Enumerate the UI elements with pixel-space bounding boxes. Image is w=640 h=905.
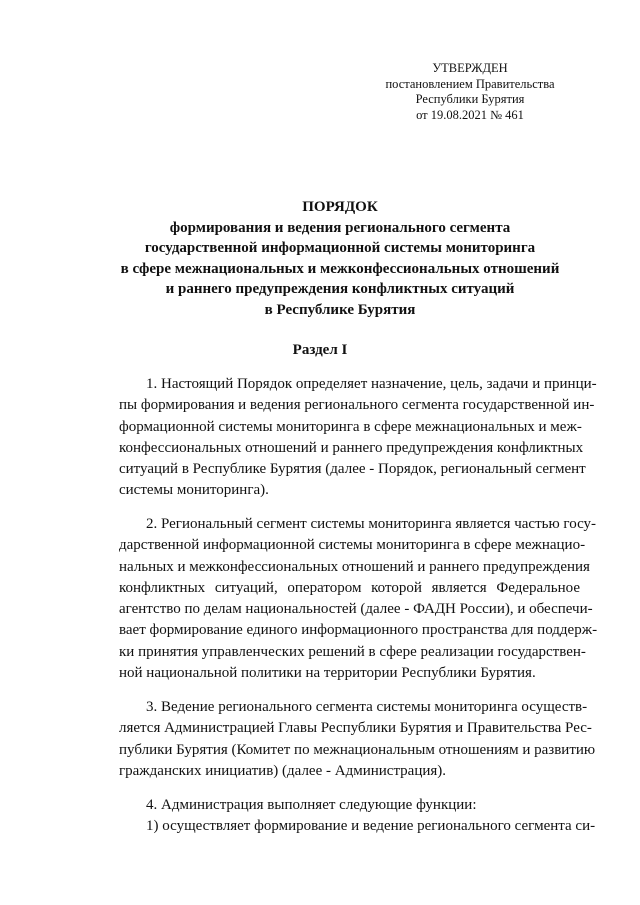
paragraph-line: конфликтных ситуаций, оператором которой является Федеральное — [119, 579, 580, 596]
document-title — [100, 197, 580, 320]
approval-line: Республики Бурятия — [415, 92, 525, 106]
title-line: ПОРЯДОК — [302, 199, 378, 215]
title-line: формирования и ведения регионального сегмента — [169, 219, 511, 236]
paragraph-line: агентство по делам национальностей (далее - ФАДН России), и обеспечи- — [119, 601, 593, 618]
paragraph-line: 2. Региональный сегмент системы мониторинга является частью госу- — [146, 516, 597, 532]
paragraph-line: формационной системы мониторинга в сфере межнациональных и меж- — [119, 418, 582, 435]
paragraph-line: системы мониторинга). — [119, 482, 269, 499]
section-heading: Раздел I — [292, 342, 348, 358]
approval-line: от 19.08.2021 № 461 — [416, 107, 524, 122]
paragraph-line: ки принятия управленческих решений в сфере реализации государствен- — [119, 643, 586, 660]
paragraph-line: публики Бурятия (Комитет по межнациональным отношениям и развитию — [119, 741, 596, 758]
paragraph-line: ситуаций в Республике Бурятия (далее - Порядок, региональный сегмент — [119, 461, 586, 478]
title-line: и раннего предупреждения конфликтных ситуаций — [165, 281, 515, 297]
paragraph-4 — [119, 795, 596, 838]
paragraph-line: ляется Администрацией Главы Республики Бурятия и Правительства Рес- — [119, 720, 592, 737]
approval-line: постановлением Правительства — [385, 76, 555, 91]
title-line: в Республике Бурятия — [264, 301, 416, 318]
paragraph-line: ной национальной политики на территории Республики Бурятия. — [119, 665, 536, 682]
approval-line: УТВЕРЖДЕН — [432, 61, 508, 75]
paragraph-line: гражданских инициатив) (далее - Администрация). — [119, 762, 447, 779]
paragraph-line: нальных и межконфессиональных отношений и раннего предупреждения — [119, 558, 590, 575]
paragraph-2 — [119, 514, 598, 684]
paragraph-line: 3. Ведение регионального сегмента системы мониторинга осуществ- — [146, 699, 588, 715]
title-line: в сфере межнациональных и межконфессиональных отношений — [120, 260, 560, 277]
paragraph-line: вает формирование единого информационного пространства для поддерж- — [119, 622, 598, 639]
paragraph-line: дарственной информационной системы мониторинга в сфере межнацио- — [119, 537, 586, 554]
paragraph-line: 4. Администрация выполняет следующие функции: — [146, 797, 477, 813]
approval-stamp — [380, 61, 560, 123]
title-line: государственной информационной системы мониторинга — [144, 240, 536, 256]
paragraph-3 — [119, 697, 596, 782]
paragraph-line: 1) осуществляет формирование и ведение регионального сегмента си- — [146, 818, 596, 835]
paragraph-1 — [119, 374, 597, 502]
paragraph-line: 1. Настоящий Порядок определяет назначение, цель, задачи и принци- — [146, 376, 597, 392]
paragraph-line: пы формирования и ведения регионального сегмента государственной ин- — [119, 397, 595, 414]
paragraph-line: конфессиональных отношений и раннего предупреждения конфликтных — [119, 439, 584, 456]
